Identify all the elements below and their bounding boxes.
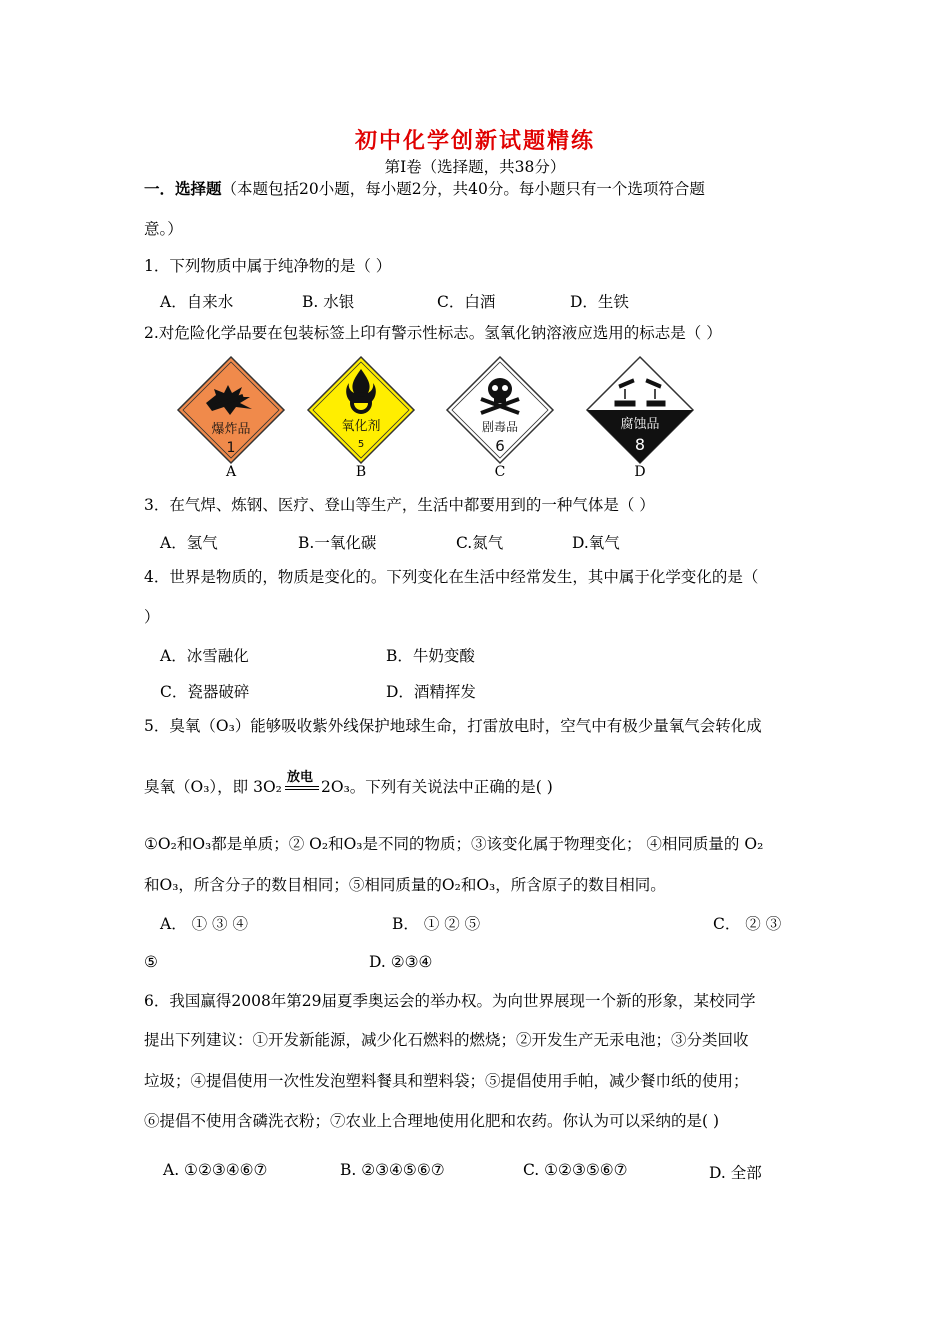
- q5-line-4: 和O₃，所含分子的数目相同；⑤相同质量的O₂和O₃，所含原子的数目相同。: [144, 876, 666, 894]
- q4-option-c: C．瓷器破碎: [160, 683, 250, 701]
- q3-option-b: B.一氧化碳: [298, 534, 377, 552]
- explosive-sign: [176, 355, 286, 465]
- sign-b-text: 氧化剂: [341, 419, 381, 434]
- sign-b-num: 5: [357, 439, 365, 450]
- q1-option-b: B. 水银: [302, 293, 355, 311]
- q5-eq-bar-top: [285, 786, 319, 787]
- section-desc-1: （本题包括20小题，每小题2分，共40分。每小题只有一个选项符合题: [221, 180, 705, 198]
- q6-line-4: ⑥提倡不使用含磷洗衣粉；⑦农业上合理地使用化肥和农药。你认为可以采纳的是( ): [144, 1112, 720, 1130]
- q3-option-c: C.氮气: [456, 534, 504, 552]
- q5-option-d: D. ②③④: [369, 953, 433, 971]
- q4-option-d: D．酒精挥发: [386, 683, 476, 701]
- sign-c-text: 剧毒品: [481, 420, 519, 434]
- sign-d-text: 腐蚀品: [620, 417, 660, 432]
- sign-c-letter: C: [494, 464, 506, 480]
- page-subtitle: 第Ⅰ卷（选择题，共38分）: [384, 158, 566, 176]
- q3-option-d: D.氧气: [572, 534, 620, 552]
- page-title: 初中化学创新试题精练: [354, 128, 595, 154]
- q3-stem: 3．在气焊、炼钢、医疗、登山等生产，生活中都要用到的一种气体是（ ）: [144, 496, 655, 514]
- q5-stem-2a: 臭氧（O₃），即 3O₂: [144, 778, 282, 796]
- q1-stem: 1．下列物质中属于纯净物的是（ ）: [144, 257, 392, 275]
- q4-option-b: B．牛奶变酸: [386, 647, 475, 665]
- q1-option-d: D．生铁: [570, 293, 629, 311]
- q3-option-a: A．氢气: [160, 534, 218, 552]
- q6-line-2: 提出下列建议：①开发新能源，减少化石燃料的燃烧；②开发生产无汞电池；③分类回收: [144, 1031, 749, 1049]
- sign-b-letter: B: [355, 464, 367, 480]
- q4-stem-1: 4．世界是物质的，物质是变化的。下列变化在生活中经常发生，其中属于化学变化的是（: [144, 568, 759, 586]
- q5-option-c: C． ② ③: [713, 915, 782, 933]
- sign-a-letter: A: [225, 464, 237, 480]
- sign-c-num: 6: [495, 437, 505, 455]
- q5-stem-2b: 2O₃。下列有关说法中正确的是( ): [321, 778, 553, 796]
- toxic-sign: [445, 355, 555, 465]
- oxidizer-sign: [306, 355, 416, 465]
- q6-option-a: A. ①②③④⑥⑦: [163, 1161, 268, 1179]
- q6-line-3: 垃圾；④提倡使用一次性发泡塑料餐具和塑料袋；⑤提倡使用手帕，减少餐巾纸的使用；: [144, 1072, 749, 1090]
- q4-stem-2: ）: [144, 608, 160, 626]
- q6-option-c: C. ①②③⑤⑥⑦: [523, 1161, 628, 1179]
- section-head: 一．选择题: [144, 179, 222, 198]
- q5-eq-condition: 放电: [287, 770, 314, 785]
- q6-option-b: B. ②③④⑤⑥⑦: [340, 1161, 445, 1179]
- q2-stem: 2.对危险化学品要在包装标签上印有警示性标志。氢氧化钠溶液应选用的标志是（ ）: [144, 324, 722, 342]
- sign-d-letter: D: [634, 464, 646, 480]
- q5-stem-1: 5．臭氧（O₃）能够吸收紫外线保护地球生命，打雷放电时，空气中有极少量氧气会转化成: [144, 717, 762, 735]
- sign-a-num: 1: [226, 440, 236, 456]
- q6-line-1: 6．我国赢得2008年第29届夏季奥运会的举办权。为向世界展现一个新的形象，某校同学: [144, 992, 756, 1010]
- q4-option-a: A．冰雪融化: [160, 647, 249, 665]
- section-desc-2: 意。）: [144, 220, 183, 238]
- sign-a-text: 爆炸品: [211, 422, 251, 437]
- sign-d-num: 8: [634, 435, 646, 454]
- q5-eq-bar-bottom: [285, 789, 319, 790]
- q5-option-a: A． ① ③ ④: [160, 915, 248, 933]
- q5-option-b: B． ① ② ⑤: [392, 915, 481, 933]
- q1-option-c: C．白酒: [437, 293, 496, 311]
- q5-option-c-cont: ⑤: [144, 953, 158, 971]
- q6-option-d: D. 全部: [709, 1164, 762, 1182]
- section-heading-line: [144, 179, 705, 199]
- q1-option-a: A．自来水: [160, 293, 234, 311]
- q5-line-3: ①O₂和O₃都是单质；② O₂和O₃是不同的物质；③该变化属于物理变化； ④相同质量的 O₂: [144, 835, 764, 853]
- corrosive-sign: [585, 355, 695, 465]
